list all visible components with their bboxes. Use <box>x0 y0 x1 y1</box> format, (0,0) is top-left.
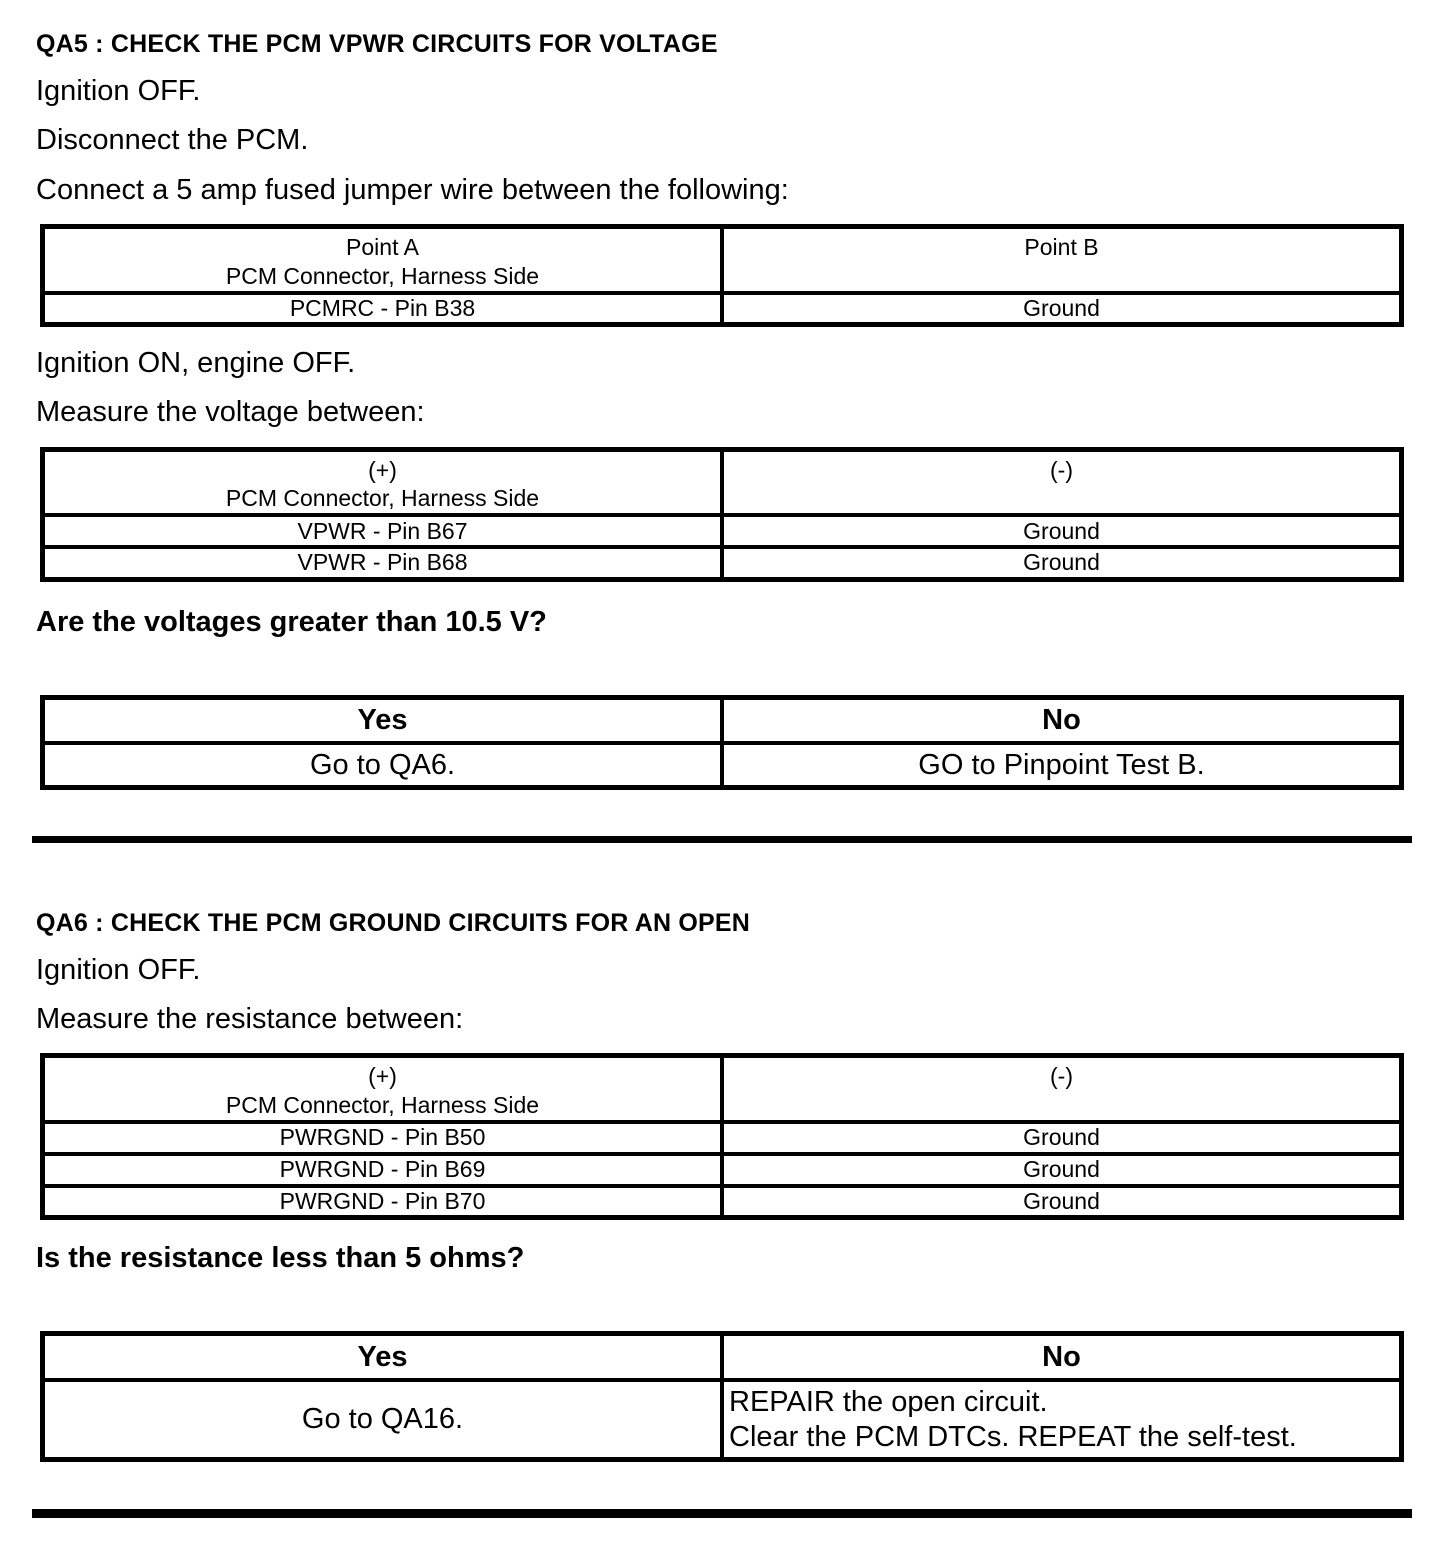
pin-cell: VPWR - Pin B68 <box>43 547 723 579</box>
point-a-header-cell <box>43 227 723 293</box>
table-header-row <box>43 1056 1402 1122</box>
qa6-resistance-measurement-table <box>40 1053 1404 1220</box>
pcm-connector-label: PCM Connector, Harness Side <box>225 1092 540 1119</box>
qa5-voltage-measurement-table <box>40 447 1404 582</box>
section-divider <box>32 836 1412 843</box>
qa6-step-ignition-off: Ignition OFF. <box>36 953 201 986</box>
pin-cell: VPWR - Pin B67 <box>43 515 723 547</box>
point-a-label: Point A <box>346 234 419 261</box>
positive-header-cell <box>43 449 723 515</box>
pin-cell: PWRGND - Pin B70 <box>43 1186 723 1218</box>
pin-cell: PCMRC - Pin B38 <box>43 293 723 325</box>
plus-label: (+) <box>368 1063 397 1090</box>
ground-cell: Ground <box>722 293 1402 325</box>
positive-header-cell <box>43 1056 723 1122</box>
qa6-decision-table <box>40 1331 1404 1462</box>
ground-cell: Ground <box>722 1154 1402 1186</box>
table-row <box>43 1122 1402 1154</box>
page-bottom-rule <box>32 1509 1412 1518</box>
ground-cell: Ground <box>722 1122 1402 1154</box>
qa6-heading: QA6 : CHECK THE PCM GROUND CIRCUITS FOR AN OPEN <box>36 908 751 937</box>
negative-header-cell <box>722 449 1402 515</box>
section-qa5 <box>0 30 1456 790</box>
decision-action-row <box>43 1380 1402 1460</box>
qa6-question: Is the resistance less than 5 ohms? <box>36 1242 525 1275</box>
yes-action-cell: Go to QA6. <box>43 743 723 787</box>
pcm-connector-label: PCM Connector, Harness Side <box>225 262 540 289</box>
yes-action-cell: Go to QA16. <box>43 1380 723 1460</box>
table-row <box>43 1154 1402 1186</box>
ground-cell: Ground <box>722 515 1402 547</box>
qa5-question: Are the voltages greater than 10.5 V? <box>36 605 547 638</box>
qa5-step-ignition-off: Ignition OFF. <box>36 75 201 107</box>
minus-label: (-) <box>1050 456 1073 483</box>
table-row <box>43 547 1402 579</box>
yes-header-cell: Yes <box>43 1334 723 1380</box>
pcm-connector-label: PCM Connector, Harness Side <box>225 485 540 512</box>
decision-header-row <box>43 1334 1402 1380</box>
no-action-cell <box>722 1380 1402 1460</box>
no-header-cell: No <box>722 697 1402 743</box>
point-b-label: Point B <box>1024 234 1099 261</box>
qa5-decision-table <box>40 695 1404 790</box>
no-action-line2: Clear the PCM DTCs. REPEAT the self-test. <box>729 1420 1297 1453</box>
qa5-step-ignition-on: Ignition ON, engine OFF. <box>36 347 356 380</box>
decision-action-row <box>43 743 1402 787</box>
qa5-step-connect-jumper: Connect a 5 amp fused jumper wire between the following: <box>36 173 789 206</box>
no-action-line1: REPAIR the open circuit. <box>729 1385 1048 1418</box>
no-action-cell: GO to Pinpoint Test B. <box>722 743 1402 787</box>
decision-header-row <box>43 697 1402 743</box>
qa5-heading: QA5 : CHECK THE PCM VPWR CIRCUITS FOR VOLTAGE <box>36 30 718 58</box>
qa5-step-measure-voltage: Measure the voltage between: <box>36 396 425 429</box>
yes-header-cell: Yes <box>43 697 723 743</box>
qa5-jumper-connection-table <box>40 224 1404 327</box>
table-row <box>43 293 1402 325</box>
negative-header-cell <box>722 1056 1402 1122</box>
qa5-step-disconnect-pcm: Disconnect the PCM. <box>36 124 309 157</box>
table-row <box>43 1186 1402 1218</box>
qa6-step-measure-resistance: Measure the resistance between: <box>36 1003 464 1036</box>
ground-cell: Ground <box>722 1186 1402 1218</box>
table-header-row <box>43 227 1402 293</box>
section-qa6 <box>0 909 1456 1463</box>
ground-cell: Ground <box>722 547 1402 579</box>
minus-label: (-) <box>1050 1063 1073 1090</box>
plus-label: (+) <box>368 456 397 483</box>
table-row <box>43 515 1402 547</box>
pin-cell: PWRGND - Pin B69 <box>43 1154 723 1186</box>
no-header-cell: No <box>722 1334 1402 1380</box>
pin-cell: PWRGND - Pin B50 <box>43 1122 723 1154</box>
point-b-header-cell <box>722 227 1402 293</box>
table-header-row <box>43 449 1402 515</box>
